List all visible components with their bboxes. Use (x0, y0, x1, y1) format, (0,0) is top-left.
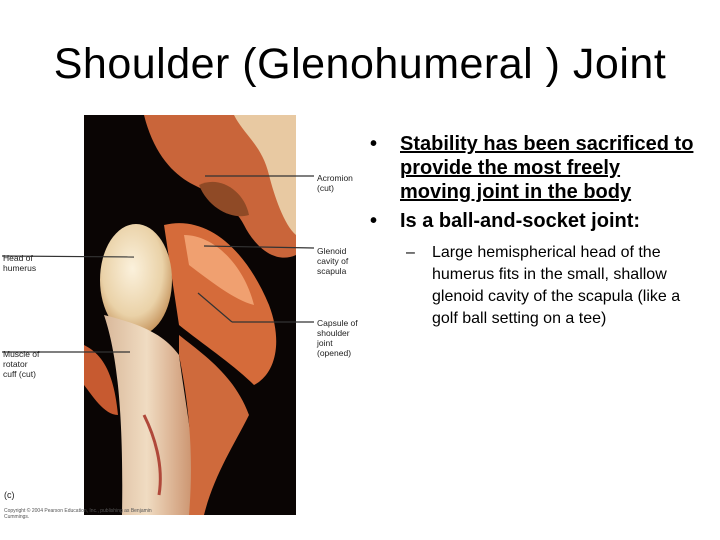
bullet-text-ball-socket: Is a ball-and-socket joint: (400, 210, 641, 232)
bullet-item (366, 208, 696, 234)
photo-illustration (84, 115, 296, 515)
slide-title: Shoulder (Glenohumeral ) Joint (53, 40, 667, 88)
sub-bullet-dash: – (406, 244, 415, 261)
sub-bullet-item (366, 242, 696, 330)
label-capsule: Capsule of shoulder joint (opened) (317, 318, 358, 358)
label-panel-c: (c) (4, 490, 15, 500)
label-acromion: Acromion (cut) (317, 173, 353, 193)
label-head-of-humerus: Head of humerus (3, 253, 37, 273)
bullet-dot: • (370, 133, 378, 155)
bullet-text-stability: Stability has been sacrificed to provide the most freely moving joint in the body (400, 133, 694, 203)
label-rotator-cuff: Muscle of rotator cuff (cut) (3, 349, 40, 379)
copyright-note: Copyright © 2004 Pearson Education, Inc., publishing as Benjamin Cummings. (4, 508, 152, 520)
label-glenoid-cavity: Glenoid cavity of scapula (317, 246, 349, 276)
bullet-item (366, 132, 696, 204)
bullet-list (366, 132, 696, 330)
bullet-dot: • (370, 210, 378, 232)
sub-bullet-text: Large hemispherical head of the humerus fits in the small, shallow glenoid cavity of the scapula (like a golf ball setting on a tee) (432, 244, 681, 327)
shoulder-dissection-photo (84, 115, 296, 515)
